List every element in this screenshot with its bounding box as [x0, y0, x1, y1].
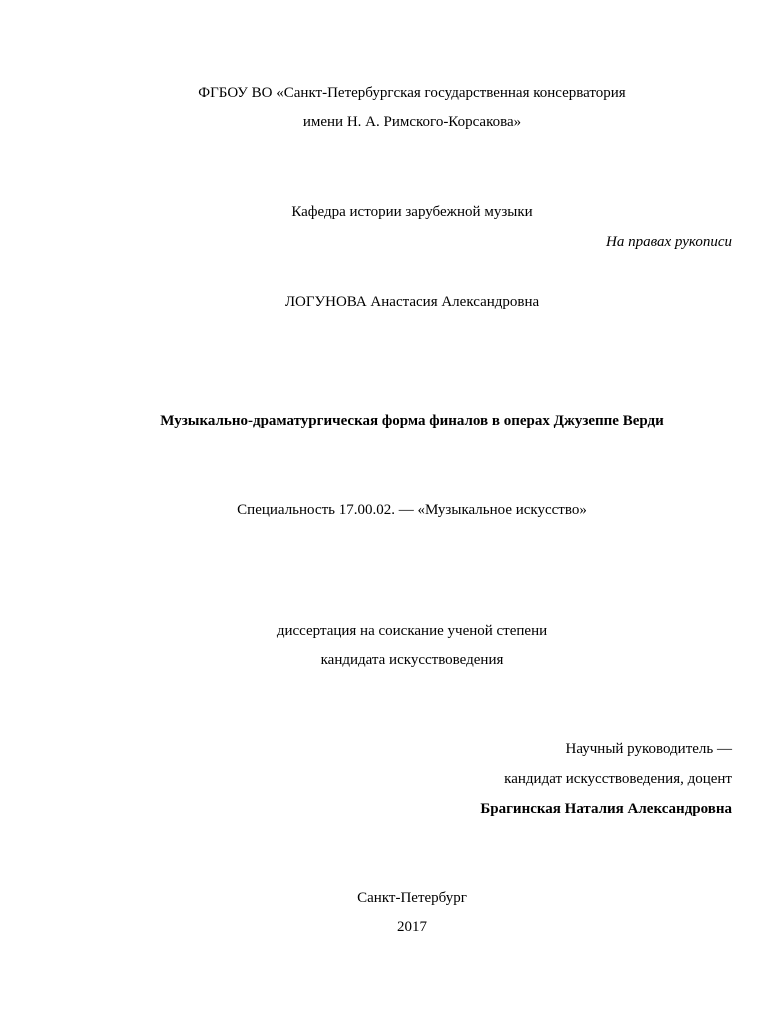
degree-line-1: диссертация на соискание ученой степени [276, 623, 548, 639]
thesis-title: Музыкально-драматургическая форма финалов в операх Джузеппе Верди [160, 413, 664, 429]
city: Санкт-Петербург [357, 890, 467, 906]
supervisor-name: Брагинская Наталия Александровна [480, 801, 732, 817]
institution-line-1: ФГБОУ ВО «Санкт-Петербургская государственная консерватория [198, 85, 626, 101]
author-name: ЛОГУНОВА Анастасия Александровна [284, 294, 540, 310]
year: 2017 [397, 919, 427, 935]
manuscript-note: На правах рукописи [606, 234, 732, 250]
supervisor-label: Научный руководитель — [565, 741, 732, 757]
institution-line-2: имени Н. А. Римского-Корсакова» [302, 114, 522, 130]
degree-line-2: кандидата искусствоведения [320, 652, 504, 668]
supervisor-credentials: кандидат искусствоведения, доцент [504, 771, 732, 787]
department-name: Кафедра истории зарубежной музыки [291, 204, 533, 220]
specialty: Специальность 17.00.02. — «Музыкальное искусство» [237, 502, 587, 518]
